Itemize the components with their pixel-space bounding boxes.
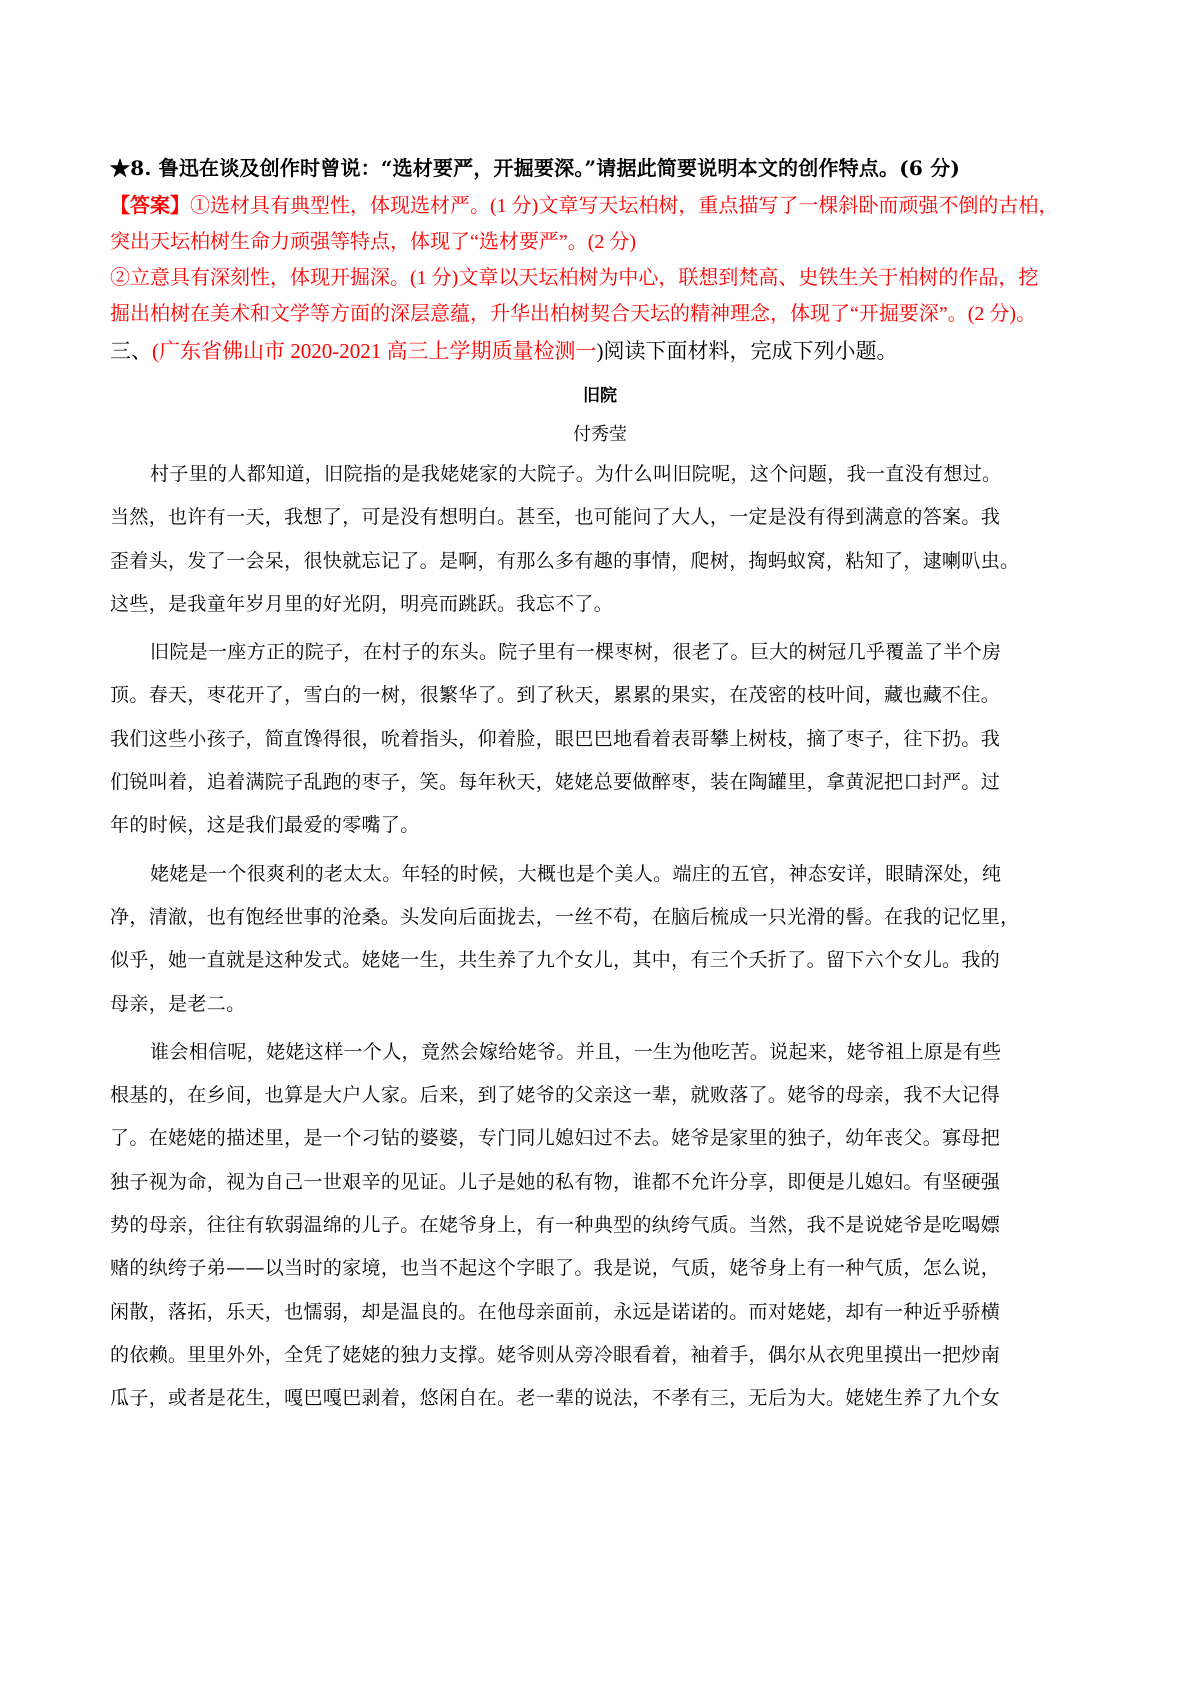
answer-line-2: 突出天坛柏树生命力顽强等特点，体现了“选材要严”。(2 分): [110, 231, 637, 253]
article-paragraph-2: 旧院是一座方正的院子，在村子的东头。院子里有一棵枣树，很老了。巨大的树冠几乎覆盖了半个房 顶。春天，枣花开了，雪白的一树，很繁华了。到了秋天，累累的果实，在茂密的枝叶间，藏也藏不住。 我们这些小孩子，简直馋得很，吮着指头，仰着脸，眼巴巴地看着表哥攀上树枝，摘了枣子，往下扔。我 们锐叫着，追着满院子乱跑的枣子，笑。每年秋天，姥姥总要做醉枣，装在陶罐里，拿黄泥把口封严。过 年的时候，这是我们最爱的零嘴了。: [110, 641, 1002, 837]
section-3-source: (广东省佛山市 2020-2021 高三上学期质量检测一: [152, 339, 597, 363]
article-paragraph-4: 谁会相信呢，姥姥这样一个人，竟然会嫁给姥爷。并且，一生为他吃苦。说起来，姥爷祖上原是有些 根基的，在乡间，也算是大户人家。后来，到了姥爷的父亲这一辈，就败落了。姥爷的母亲，我不大记得 了。在姥姥的描述里，是一个刁钻的婆婆，专门同儿媳妇过不去。姥爷是家里的独子，幼年丧父。寡母把 独子视为命，视为自己一世艰辛的见证。儿子是她的私有物，谁都不允许分享，即便是儿媳妇。有坚硬强 势的母亲，往往有软弱温绵的儿子。在姥爷身上，有一种典型的纨绔气质。当然，我不是说姥爷是吃喝嫖 赌的纨绔子弟——以当时的家境，也当不起这个字眼了。我是说，气质，姥爷身上有一种气质，怎么说， 闲散，落拓，乐天，也懦弱，却是温良的。在他母亲面前，永远是诺诺的。而对姥姥，却有一种近乎骄横 的依赖。里里外外，全凭了姥姥的独力支撑。姥爷则从旁冷眼看着，袖着手，偶尔从衣兜里摸出一把炒南 瓜子，或者是花生，嘎巴嘎巴剥着，悠闲自在。老一辈的说法，不孝有三，无后为大。姥姥生养了九个女: [110, 1040, 1002, 1410]
answer-line-3: ②立意具有深刻性，体现开掘深。(1 分)文章以天坛柏树为中心，联想到梵高、史铁生关于柏树的作品，挖: [110, 267, 1039, 289]
answer-label: 【答案】: [110, 195, 190, 217]
article-title: 旧院: [583, 386, 617, 406]
question-8: ★8. 鲁迅在谈及创作时曾说：“选材要严，开掘要深。”请据此简要说明本文的创作特点。(6 分): [110, 156, 961, 180]
article-author: 付秀莹: [573, 424, 627, 445]
article-paragraph-3: 姥姥是一个很爽利的老太太。年轻的时候，大概也是个美人。端庄的五官，神态安详，眼睛深处，纯 净，清澈，也有饱经世事的沧桑。头发向后面拢去，一丝不苟，在脑后梳成一只光滑的髻。在我的记忆里， 似乎，她一直就是这种发式。姥姥一生，共生养了九个女儿，其中，有三个夭折了。留下六个女儿。我的 母亲，是老二。: [110, 862, 1020, 1015]
answer-line-1: 【答案】①选材具有典型性，体现选材严。(1 分)文章写天坛柏树，重点描写了一棵斜卧而顽强不倒的古柏，: [110, 195, 1059, 217]
answer-block: [110, 188, 1090, 332]
page-content: [110, 150, 1090, 1421]
article-paragraph-1: 村子里的人都知道，旧院指的是我姥姥家的大院子。为什么叫旧院呢，这个问题，我一直没有想过。 当然，也许有一天，我想了，可是没有想明白。甚至，也可能问了大人，一定是没有得到满意的答案。我 歪着头，发了一会呆，很快就忘记了。是啊，有那么多有趣的事情，爬树，掏蚂蚁窝，粘知了，逮喇叭虫。 这些，是我童年岁月里的好光阴，明亮而跳跃。我忘不了。: [110, 463, 1020, 615]
answer-line-4: 掘出柏树在美术和文学等方面的深层意蕴，升华出柏树契合天坛的精神理念，体现了“开掘要深”。(2 分)。: [110, 303, 1037, 325]
section-3-heading: 三、(广东省佛山市 2020-2021 高三上学期质量检测一)阅读下面材料，完成下列小题。: [110, 339, 898, 363]
